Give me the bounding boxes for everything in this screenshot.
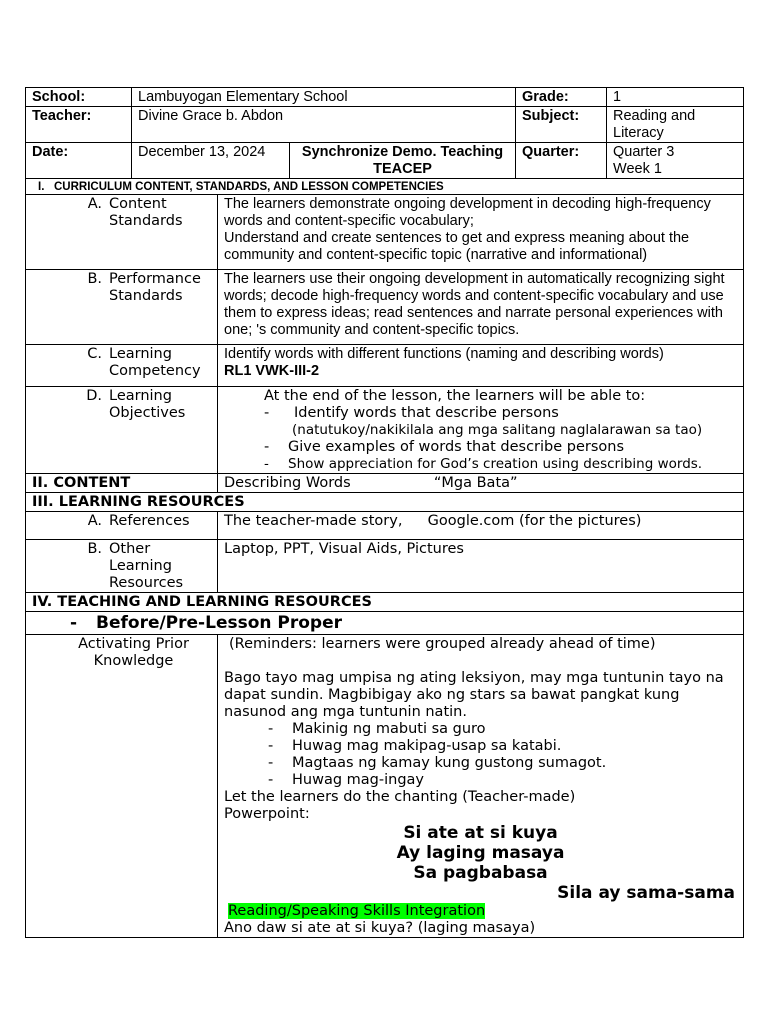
integration-line [224, 903, 737, 920]
grade-value: 1 [607, 88, 744, 107]
section-4-title: IV. TEACHING AND LEARNING RESOURCES [26, 593, 744, 612]
teacher-label: Teacher: [26, 107, 132, 143]
content-standards-text-1: The learners demonstrate ongoing development in decoding high-frequency words and content-specific vocabulary; [224, 196, 711, 229]
school-label: School: [26, 88, 132, 107]
objective-2-text: Give examples of words that describe persons [288, 439, 625, 455]
section-1-heading [26, 179, 744, 195]
rule-4-dash: - [268, 772, 274, 788]
phase-heading [26, 612, 744, 635]
header-row-school [26, 88, 744, 107]
quarter-line-1: Quarter 3 [613, 144, 675, 160]
rule-2 [224, 738, 737, 755]
section-3-title: III. LEARNING RESOURCES [26, 493, 744, 512]
chant-line-1: Si ate at si kuya [403, 823, 558, 843]
content-standards-text-cell [218, 195, 744, 270]
activating-prior-knowledge-row [26, 635, 744, 938]
section-1-row [26, 179, 744, 195]
content-standards-label: Content Standards [109, 196, 183, 229]
objective-1 [224, 405, 737, 422]
quarter-label: Quarter: [516, 143, 607, 179]
learning-competency-text-cell [218, 345, 744, 387]
performance-standards-label-cell [26, 270, 218, 345]
content-value: Describing Words [224, 475, 351, 491]
other-resources-label: Other Learning Resources [109, 541, 184, 591]
objective-2-dash: - [264, 439, 270, 455]
activity-intro: Bago tayo mag umpisa ng ating leksiyon, may mga tuntunin tayo na dapat sundin. Magbibigay ako ng stars sa bawat pangkat kung nasunod ang mga tuntunin natin. [224, 670, 724, 720]
story-title: “Mga Bata” [433, 475, 518, 491]
objective-3-text: Show appreciation for God’s creation using describing words. [288, 456, 703, 472]
objective-3 [224, 456, 737, 473]
learning-competency-label: Learning Competency [109, 346, 201, 379]
powerpoint-label: Powerpoint: [224, 806, 310, 822]
learning-competency-label-cell [26, 345, 218, 387]
rule-4 [224, 772, 737, 789]
chant-line-2: Ay laging masaya [396, 843, 565, 863]
question-text: Ano daw si ate at si kuya? (laging masaya) [224, 920, 536, 936]
objective-1-text: Identify words that describe persons [294, 405, 559, 421]
objective-1-paren: (natutukoy/nakikilala ang mga salitang naglalarawan sa tao) [292, 422, 703, 438]
section-3-row [26, 493, 744, 512]
references-label: References [109, 513, 190, 529]
objectives-intro: At the end of the lesson, the learners will be able to: [264, 388, 646, 404]
rule-2-dash: - [268, 738, 274, 754]
learning-competency-row [26, 345, 744, 387]
quarter-value [607, 143, 744, 179]
learning-objectives-label: Learning Objectives [109, 388, 186, 421]
chanting-text: Let the learners do the chanting (Teacher-made) [224, 789, 576, 805]
date-value: December 13, 2024 [132, 143, 290, 179]
school-value: Lambuyogan Elementary School [132, 88, 516, 107]
rule-1-dash: - [268, 721, 274, 737]
rule-4-text: Huwag mag-ingay [292, 772, 424, 788]
section-2-title: II. CONTENT [26, 474, 218, 493]
rule-1-text: Makinig ng mabuti sa guro [292, 721, 486, 737]
rule-3 [224, 755, 737, 772]
activity-label: Activating Prior Knowledge [26, 635, 218, 938]
learning-competency-letter: C. [87, 346, 102, 362]
quarter-line-2: Week 1 [613, 161, 662, 177]
content-standards-letter: A. [87, 196, 102, 212]
section-4-row [26, 593, 744, 612]
content-standards-text-2: Understand and create sentences to get and express meaning about the community and content-specific topic (narrative and informational) [224, 230, 690, 263]
content-row [26, 474, 744, 493]
content-value-cell [218, 474, 744, 493]
header-row-date [26, 143, 744, 179]
performance-standards-letter: B. [87, 271, 102, 287]
section-1-title: CURRICULUM CONTENT, STANDARDS, AND LESSON COMPETENCIES [53, 181, 444, 193]
content-standards-label-cell [26, 195, 218, 270]
references-text-cell [218, 512, 744, 540]
rule-3-dash: - [268, 755, 274, 771]
objective-2 [224, 439, 737, 456]
other-resources-label-cell [26, 540, 218, 593]
objective-1-dash: - [264, 405, 270, 421]
learning-objectives-label-cell [26, 387, 218, 474]
learning-objectives-row [26, 387, 744, 474]
phase-title: Before/Pre-Lesson Proper [96, 613, 343, 633]
phase-row [26, 612, 744, 635]
chant-line-3: Sa pagbabasa [413, 863, 548, 883]
integration-highlight: Reading/Speaking Skills Integration [228, 903, 486, 919]
performance-standards-text: The learners use their ongoing development in automatically recognizing sight words; decode high-frequency words and content-specific vocabulary and use them to express ideas; read sentences and narrate personal experiences with one; 's community and content-specific topics. [218, 270, 744, 345]
rule-2-text: Huwag mag makipag-usap sa katabi. [292, 738, 562, 754]
references-label-cell [26, 512, 218, 540]
performance-standards-row [26, 270, 744, 345]
demo-title: Synchronize Demo. Teaching TEACEP [290, 143, 516, 179]
learning-objectives-text-cell [218, 387, 744, 474]
other-resources-row [26, 540, 744, 593]
content-standards-row [26, 195, 744, 270]
teacher-value: Divine Grace b. Abdon [132, 107, 516, 143]
grade-label: Grade: [516, 88, 607, 107]
references-text-1: The teacher-made story, [224, 513, 403, 529]
lesson-plan-table [25, 87, 744, 938]
date-label: Date: [26, 143, 132, 179]
learning-objectives-letter: D. [86, 388, 102, 404]
phase-dash: - [70, 613, 78, 633]
reminder-text: (Reminders: learners were grouped already ahead of time) [229, 636, 656, 652]
header-row-teacher [26, 107, 744, 143]
learning-competency-code: RL1 VWK-III-2 [224, 363, 320, 379]
references-letter: A. [87, 513, 102, 529]
section-1-number: I. [38, 181, 45, 193]
learning-competency-text: Identify words with different functions (naming and describing words) [224, 346, 664, 362]
performance-standards-label: Performance Standards [109, 271, 201, 304]
other-resources-text: Laptop, PPT, Visual Aids, Pictures [218, 540, 744, 593]
rule-3-text: Magtaas ng kamay kung gustong sumagot. [292, 755, 607, 771]
other-resources-letter: B. [87, 541, 102, 557]
objective-3-dash: - [264, 456, 269, 472]
rule-1 [224, 721, 737, 738]
references-row [26, 512, 744, 540]
references-text-2: Google.com (for the pictures) [427, 513, 642, 529]
subject-label: Subject: [516, 107, 607, 143]
activity-content-cell [218, 635, 744, 938]
chant-line-4: Sila ay sama-sama [557, 883, 736, 903]
subject-value: Reading and Literacy [607, 107, 744, 143]
